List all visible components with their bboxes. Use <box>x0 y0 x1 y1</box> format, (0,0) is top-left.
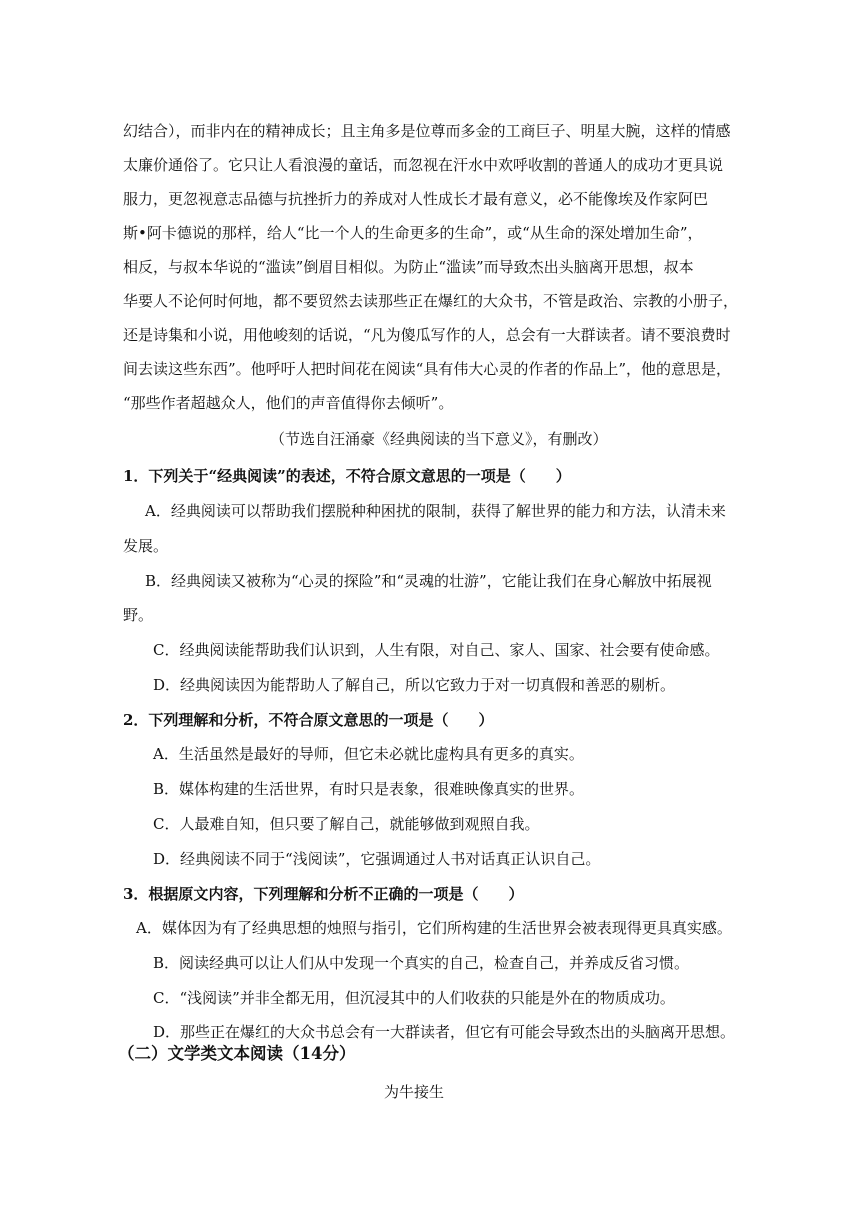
option-c: C．“浅阅读”并非全都无用，但沉浸其中的人们收获的只能是外在的物质成功。 <box>153 989 675 1007</box>
passage-line: “那些作者超越众人，他们的声音值得你去倾听”。 <box>123 394 454 412</box>
source-citation: （节选自汪涌豪《经典阅读的当下意义》，有删改） <box>270 430 608 448</box>
option-b: B．阅读经典可以让人们从中发现一个真实的自己，检查自己，并养成反省习惯。 <box>153 954 690 972</box>
option-b-continued: 野。 <box>123 606 154 624</box>
passage-line: 幻结合），而非内在的精神成长；且主角多是位尊而多金的工商巨子、明星大腕，这样的情感 <box>123 122 731 140</box>
question-stem: 3．根据原文内容，下列理解和分析不正确的一项是（ ） <box>123 885 524 903</box>
question-stem: 1．下列关于“经典阅读”的表述，不符合原文意思的一项是（ ） <box>123 467 571 485</box>
section-heading: （二）文学类文本阅读（14分） <box>118 1044 356 1063</box>
option-a: A．生活虽然是最好的导师，但它未必就比虚构具有更多的真实。 <box>153 745 584 763</box>
question-stem: 2．下列理解和分析，不符合原文意思的一项是（ ） <box>123 711 494 729</box>
option-d: D．那些正在爆红的大众书总会有一大群读者，但它有可能会导致杰出的头脑离开思想。 <box>153 1023 736 1041</box>
option-b: B．媒体构建的生活世界，有时只是表象，很难映像真实的世界。 <box>153 780 585 798</box>
option-b: B．经典阅读又被称为“心灵的探险”和“灵魂的壮游”，它能让我们在身心解放中拓展视 <box>145 572 712 590</box>
option-c: C．经典阅读能帮助我们认识到，人生有限，对自己、家人、国家、社会要有使命感。 <box>153 641 720 659</box>
passage-line: 还是诗集和小说，用他峻刻的话说，“凡为傻瓜写作的人，总会有一大群读者。请不要浪费时 <box>123 326 731 344</box>
story-title: 为牛接生 <box>384 1083 445 1101</box>
passage-line: 华要人不论何时何地，都不要贸然去读那些正在爆红的大众书，不管是政治、宗教的小册子， <box>123 292 739 310</box>
option-d: D．经典阅读因为能帮助人了解自己，所以它致力于对一切真假和善恶的剔析。 <box>153 676 676 694</box>
passage-line: 间去读这些东西”。他呼吁人把时间花在阅读“具有伟大心灵的作者的作品上”，他的意思是， <box>123 360 732 378</box>
passage-line: 太廉价通俗了。它只让人看浪漫的童话，而忽视在汗水中欢呼收割的普通人的成功才更具说 <box>123 156 724 174</box>
option-c: C．人最难自知，但只要了解自己，就能够做到观照自我。 <box>153 815 540 833</box>
option-d: D．经典阅读不同于“浅阅读”，它强调通过人书对话真正认识自己。 <box>153 850 601 868</box>
passage-line: 服力，更忽视意志品德与抗挫折力的养成对人性成长才最有意义，必不能像埃及作家阿巴 <box>123 190 709 208</box>
passage-line: 斯•阿卡德说的那样，给人“比一个人的生命更多的生命”，或“从生命的深处增加生命”， <box>123 224 703 242</box>
passage-line: 相反，与叔本华说的“滥读”倒眉目相似。为防止“滥读”而导致杰出头脑离开思想，叔本 <box>123 258 694 276</box>
option-a-continued: 发展。 <box>123 537 169 555</box>
option-a: A．媒体因为有了经典思想的烛照与指引，它们所构建的生活世界会被表现得更具真实感。 <box>136 919 732 937</box>
option-a: A．经典阅读可以帮助我们摆脱种种困扰的限制，获得了解世界的能力和方法，认清未来 <box>145 502 726 520</box>
